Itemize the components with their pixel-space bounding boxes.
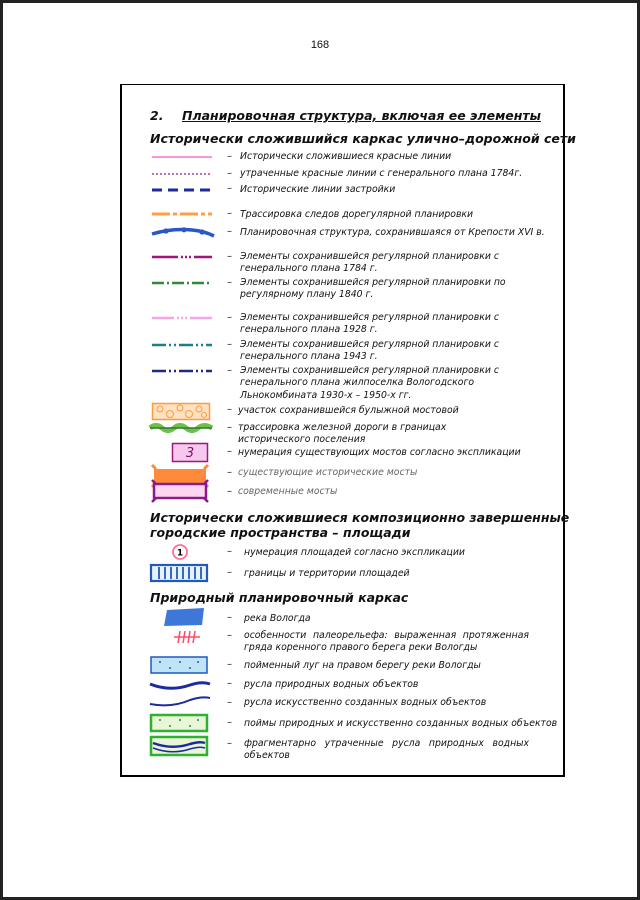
scan-edge (0, 0, 3, 900)
legend-label: существующие исторические мосты (238, 467, 418, 478)
plan-1840-symbol (152, 276, 212, 290)
floodplain-meadow-symbol (150, 656, 208, 674)
dash: – (227, 738, 232, 749)
dash: – (227, 312, 232, 323)
lost-red-line-symbol (152, 167, 212, 181)
dash: – (227, 630, 232, 641)
dash: – (227, 467, 232, 478)
dash: – (227, 168, 232, 179)
dash: – (227, 339, 232, 350)
legend-label: Исторически сложившиеся красные линии (240, 151, 452, 162)
legend-label: Элементы сохранившейся регулярной планировки с генерального плана 1943 г. (240, 339, 499, 363)
legend-label: Планировочная структура, сохранившаяся от Крепости XVI в. (240, 227, 545, 238)
dash: – (227, 659, 232, 670)
river-symbol (164, 608, 206, 626)
legend-label: современные мосты (238, 486, 338, 497)
legend-label: река Вологда (244, 613, 311, 624)
dash: – (227, 365, 232, 376)
legend-label: русла искусственно созданных водных объектов (244, 697, 487, 708)
dash: – (227, 404, 232, 415)
dash: – (227, 546, 232, 557)
legend-label: трассировка железной дороги в границах исторического поселения (238, 422, 447, 446)
cobblestone-symbol (152, 403, 210, 420)
legend-label: Элементы сохранившейся регулярной планировки по регулярному плану 1840 г. (240, 277, 506, 301)
dash: – (227, 422, 232, 433)
page-number: 168 (310, 39, 330, 51)
dash: – (227, 486, 232, 497)
dash: – (227, 183, 232, 194)
subsection-historic-spaces: Исторически сложившиеся композиционно завершенные (150, 510, 570, 525)
plan-flax-symbol (152, 364, 212, 378)
irregular-planning-symbol (152, 207, 212, 221)
legend-label: русла природных водных объектов (244, 679, 419, 690)
legend-label: утраченные красные линии с генерального плана 1784г. (240, 168, 523, 179)
building-line-symbol (152, 183, 212, 197)
plan-1928-symbol (152, 311, 212, 325)
railway-symbol (150, 421, 212, 435)
red-line-symbol (152, 150, 212, 164)
subsection-historic-spaces-line2: городские пространства – площади (150, 525, 411, 540)
floodplains-symbol (150, 714, 208, 732)
subsection-natural-frame: Природный планировочный каркас (150, 590, 409, 605)
dash: – (227, 251, 232, 262)
lost-channel-symbol (150, 736, 208, 756)
artificial-channel-symbol (150, 694, 212, 710)
legend-label: пойменный луг на правом берегу реки Вологды (244, 660, 481, 671)
dash: – (227, 277, 232, 288)
dash: – (227, 678, 232, 689)
legend-label: поймы природных и искусственно созданных водных объектов (244, 718, 558, 729)
bridge-number-symbol (172, 443, 208, 462)
dash: – (227, 612, 232, 623)
section-title: Планировочная структура, включая ее элементы (182, 108, 541, 123)
bridge-number-label: 3 (185, 446, 195, 461)
legend-label: Исторические линии застройки (240, 184, 396, 195)
dash: – (227, 226, 232, 237)
legend-label: особенности палеорельефа: выраженная протяженная гряда коренного правого берега реки Вологды (244, 630, 529, 654)
dash: – (227, 567, 232, 578)
legend-label: Элементы сохранившейся регулярной планировки с генерального плана жилпоселка Вологодского Льнокомбината 1930-х – 1950-х гг. (240, 365, 499, 401)
subsection-historic-frame: Исторически сложившийся каркас улично–дорожной сети (150, 131, 576, 146)
dash: – (227, 151, 232, 162)
square-number-label: 1 (176, 548, 184, 559)
fortress-structure-symbol (152, 224, 214, 240)
modern-bridge-symbol (152, 480, 208, 502)
legend-label: участок сохранившейся булыжной мостовой (238, 405, 459, 416)
paleorelief-symbol (174, 630, 200, 644)
dash: – (227, 717, 232, 728)
legend-label: фрагментарно утраченные русла природных водных объектов (244, 738, 529, 762)
legend-label: нумерация существующих мостов согласно экспликации (238, 447, 521, 458)
legend-label: Элементы сохранившейся регулярной планировки с генерального плана 1784 г. (240, 251, 499, 275)
natural-channel-symbol (150, 678, 212, 692)
scan-edge (0, 0, 640, 3)
plan-1784-symbol (152, 250, 212, 264)
dash: – (227, 697, 232, 708)
legend-label: Трассировка следов дорегулярной планировки (240, 209, 474, 220)
section-number: 2. (150, 108, 164, 123)
plan-1943-symbol (152, 338, 212, 352)
legend-label: нумерация площадей согласно экспликации (244, 547, 465, 558)
legend-label: Элементы сохранившейся регулярной планировки с генерального плана 1928 г. (240, 312, 499, 336)
legend-label: границы и территории площадей (244, 568, 410, 579)
square-number-symbol (172, 544, 188, 560)
square-bounds-symbol (150, 564, 208, 582)
dash: – (227, 208, 232, 219)
dash: – (227, 446, 232, 457)
